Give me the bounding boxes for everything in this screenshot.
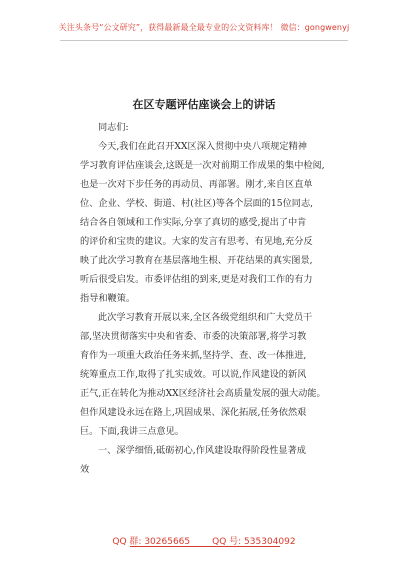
paragraph-line: 学习教育评估座谈会,这既是一次对前期工作成果的集中检阅,	[80, 160, 325, 171]
paragraph-line: 结合各自领域和工作实际,分享了真切的感受,提出了中肯	[80, 217, 307, 228]
qq-group: QQ 群: 30265665	[112, 537, 191, 547]
section-heading: 一、深学细悟,砥砺初心,作风建设取得阶段性显著成	[98, 445, 306, 456]
section-heading-continued: 效	[80, 464, 90, 475]
paragraph-line: 部,坚决贯彻落实中央和省委、市委的决策部署,将学习教	[80, 331, 307, 342]
paragraph-line: 育作为一项重大政治任务来抓,坚持学、查、改一体推进,	[80, 350, 307, 361]
document-body	[80, 118, 330, 479]
paragraph-line: 今天,我们在此召开XX区深入贯彻中央八项规定精神	[98, 141, 307, 152]
paragraph-line: 统筹重点工作,取得了扎实成效。可以说,作风建设的新风	[80, 369, 307, 380]
paragraph-line: 的评价和宝贵的建议。大家的发言有思考、有见地,充分反	[80, 236, 313, 247]
paragraph-line: 但作风建设永远在路上,巩固成果、深化拓展,任务依然艰	[80, 407, 307, 418]
paragraph-line: 位、企业、学校、街道、村(社区)等各个层面的15位同志,	[80, 198, 314, 209]
document-title: 在区专题评估座谈会上的讲话	[132, 98, 276, 111]
header-banner: 关注头条号“公文研究”，获得最新最全最专业的公文资料库！ 微信：gongwenyj	[58, 23, 350, 32]
paragraph-line: 巨。下面,我讲三点意见。	[80, 426, 184, 437]
salutation: 同志们:	[98, 122, 129, 133]
paragraph-line: 也是一次对下步任务的再动员、再部署。刚才,来自区直单	[80, 179, 313, 190]
paragraph-line: 听后很受启发。市委评估组的到来,更是对我们工作的有力	[80, 274, 313, 285]
paragraph-line: 此次学习教育开展以来,全区各级党组织和广大党员干	[98, 312, 313, 323]
paragraph-line: 正气,正在转化为推动XX区经济社会高质量发展的强大动能。	[80, 388, 326, 399]
paragraph-line: 映了此次学习教育在基层落地生根、开花结果的真实图景,	[80, 255, 313, 266]
paragraph-line: 指导和鞭策。	[80, 293, 136, 304]
header-divider	[60, 40, 348, 41]
qq-number: QQ 号: 535304092	[212, 537, 296, 547]
footer-underline	[130, 546, 280, 547]
